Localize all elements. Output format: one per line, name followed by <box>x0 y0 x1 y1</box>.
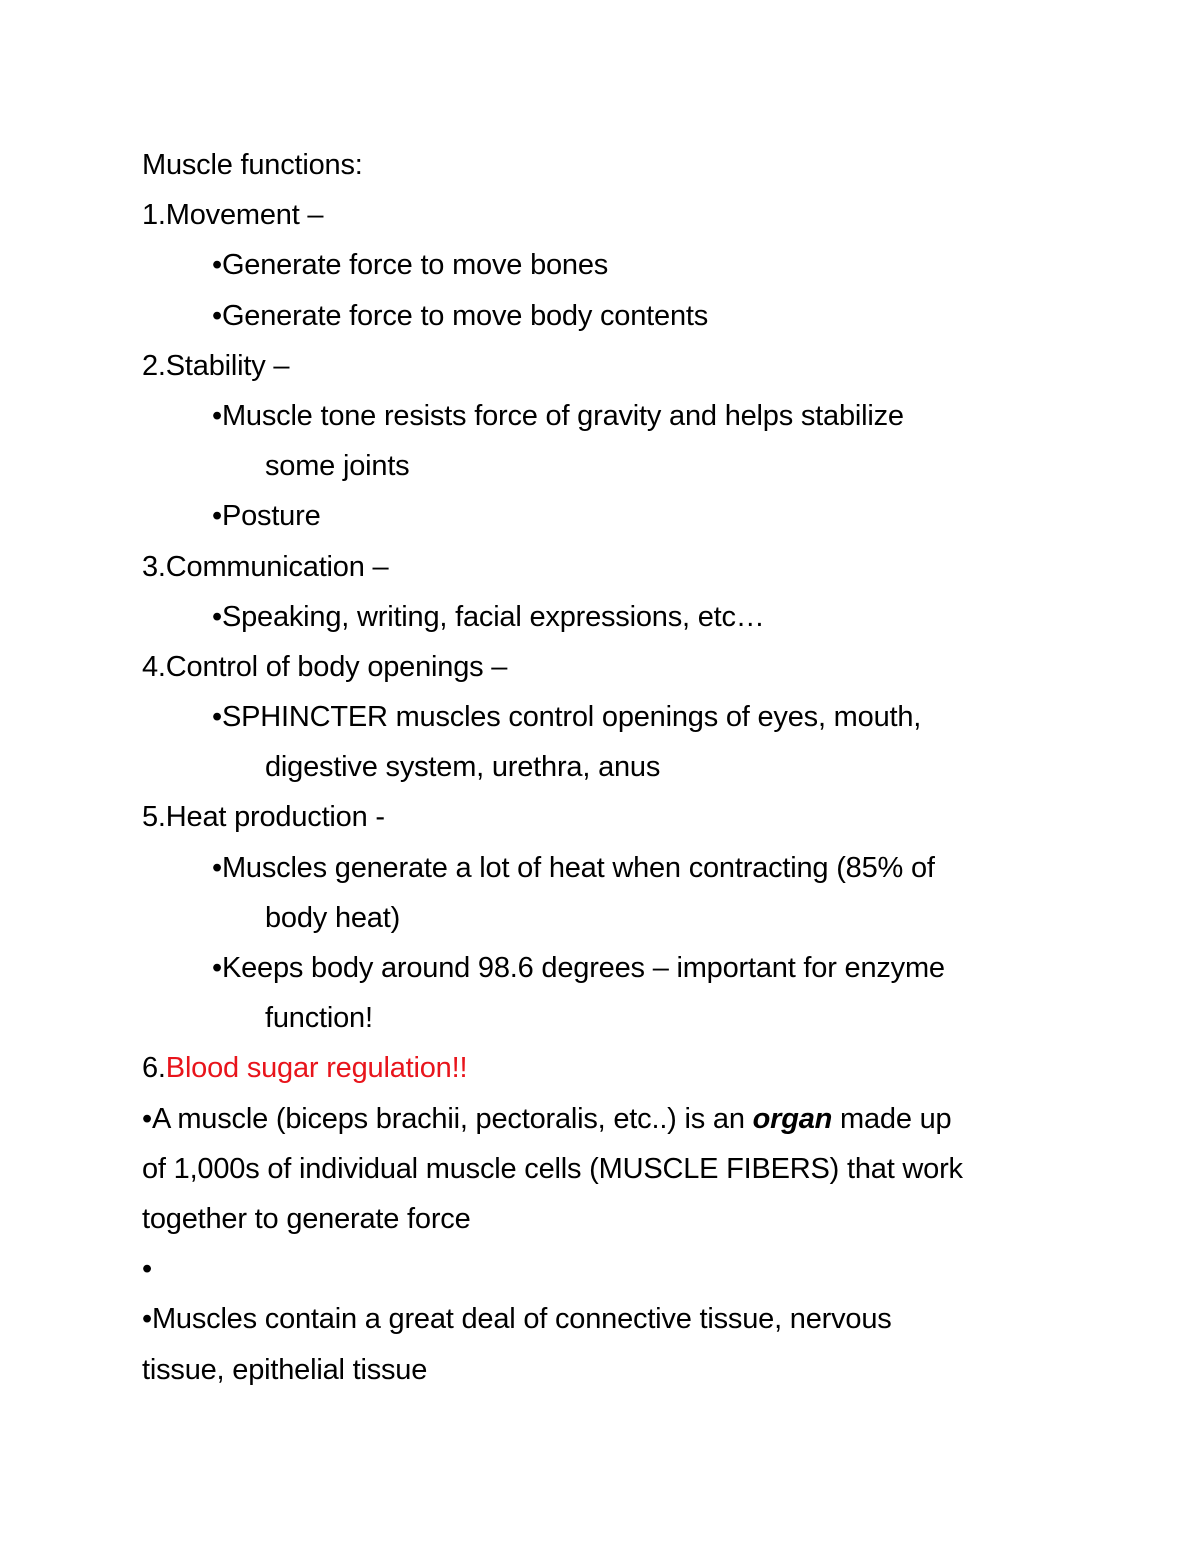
section-heading-blood-sugar <box>142 1043 1072 1093</box>
document-title: Muscle functions: <box>142 149 363 181</box>
section-heading-stability: 2.Stability – <box>142 349 290 382</box>
organ-text-after: made up <box>832 1102 952 1135</box>
bullet-posture: •Posture <box>212 500 321 533</box>
bullet-body-temperature-continued: function! <box>265 1002 373 1035</box>
section-number-blood-sugar: 6. <box>142 1052 166 1085</box>
document-body <box>142 140 1072 1395</box>
bullet-speaking: •Speaking, writing, facial expressions, etc… <box>212 600 765 633</box>
tissue-paragraph-line-2: tissue, epithelial tissue <box>142 1353 428 1386</box>
bullet-muscle-tone: •Muscle tone resists force of gravity and helps stabilize <box>212 399 904 432</box>
bullet-body-temperature: •Keeps body around 98.6 degrees – important for enzyme <box>212 952 945 984</box>
bullet-sphincter-continued: digestive system, urethra, anus <box>265 751 661 784</box>
organ-text-before: •A muscle (biceps brachii, pectoralis, etc..) is an <box>142 1102 753 1135</box>
organ-paragraph-line-2: of 1,000s of individual muscle cells (MUSCLE FIBERS) that work <box>142 1152 963 1185</box>
bullet-heat-generation-continued: body heat) <box>265 901 401 934</box>
bullet-heat-generation: •Muscles generate a lot of heat when contracting (85% of <box>212 851 935 884</box>
bullet-move-bones: •Generate force to move bones <box>212 249 609 282</box>
blood-sugar-highlight: Blood sugar regulation!! <box>165 1052 468 1085</box>
organ-emphasis: organ <box>752 1102 833 1135</box>
section-heading-heat: 5.Heat production - <box>142 801 385 834</box>
bullet-sphincter: •SPHINCTER muscles control openings of eyes, mouth, <box>212 701 922 734</box>
tissue-paragraph-line-1: •Muscles contain a great deal of connective tissue, nervous <box>142 1303 892 1336</box>
section-heading-movement: 1.Movement – <box>142 199 324 232</box>
section-heading-control: 4.Control of body openings – <box>142 650 508 683</box>
section-heading-communication: 3.Communication – <box>142 550 389 583</box>
organ-paragraph-line-3: together to generate force <box>142 1202 471 1235</box>
organ-paragraph-line-1 <box>142 1094 1072 1144</box>
bullet-move-body-contents: •Generate force to move body contents <box>212 299 709 332</box>
empty-bullet: • <box>142 1253 152 1286</box>
bullet-muscle-tone-continued: some joints <box>265 450 410 483</box>
